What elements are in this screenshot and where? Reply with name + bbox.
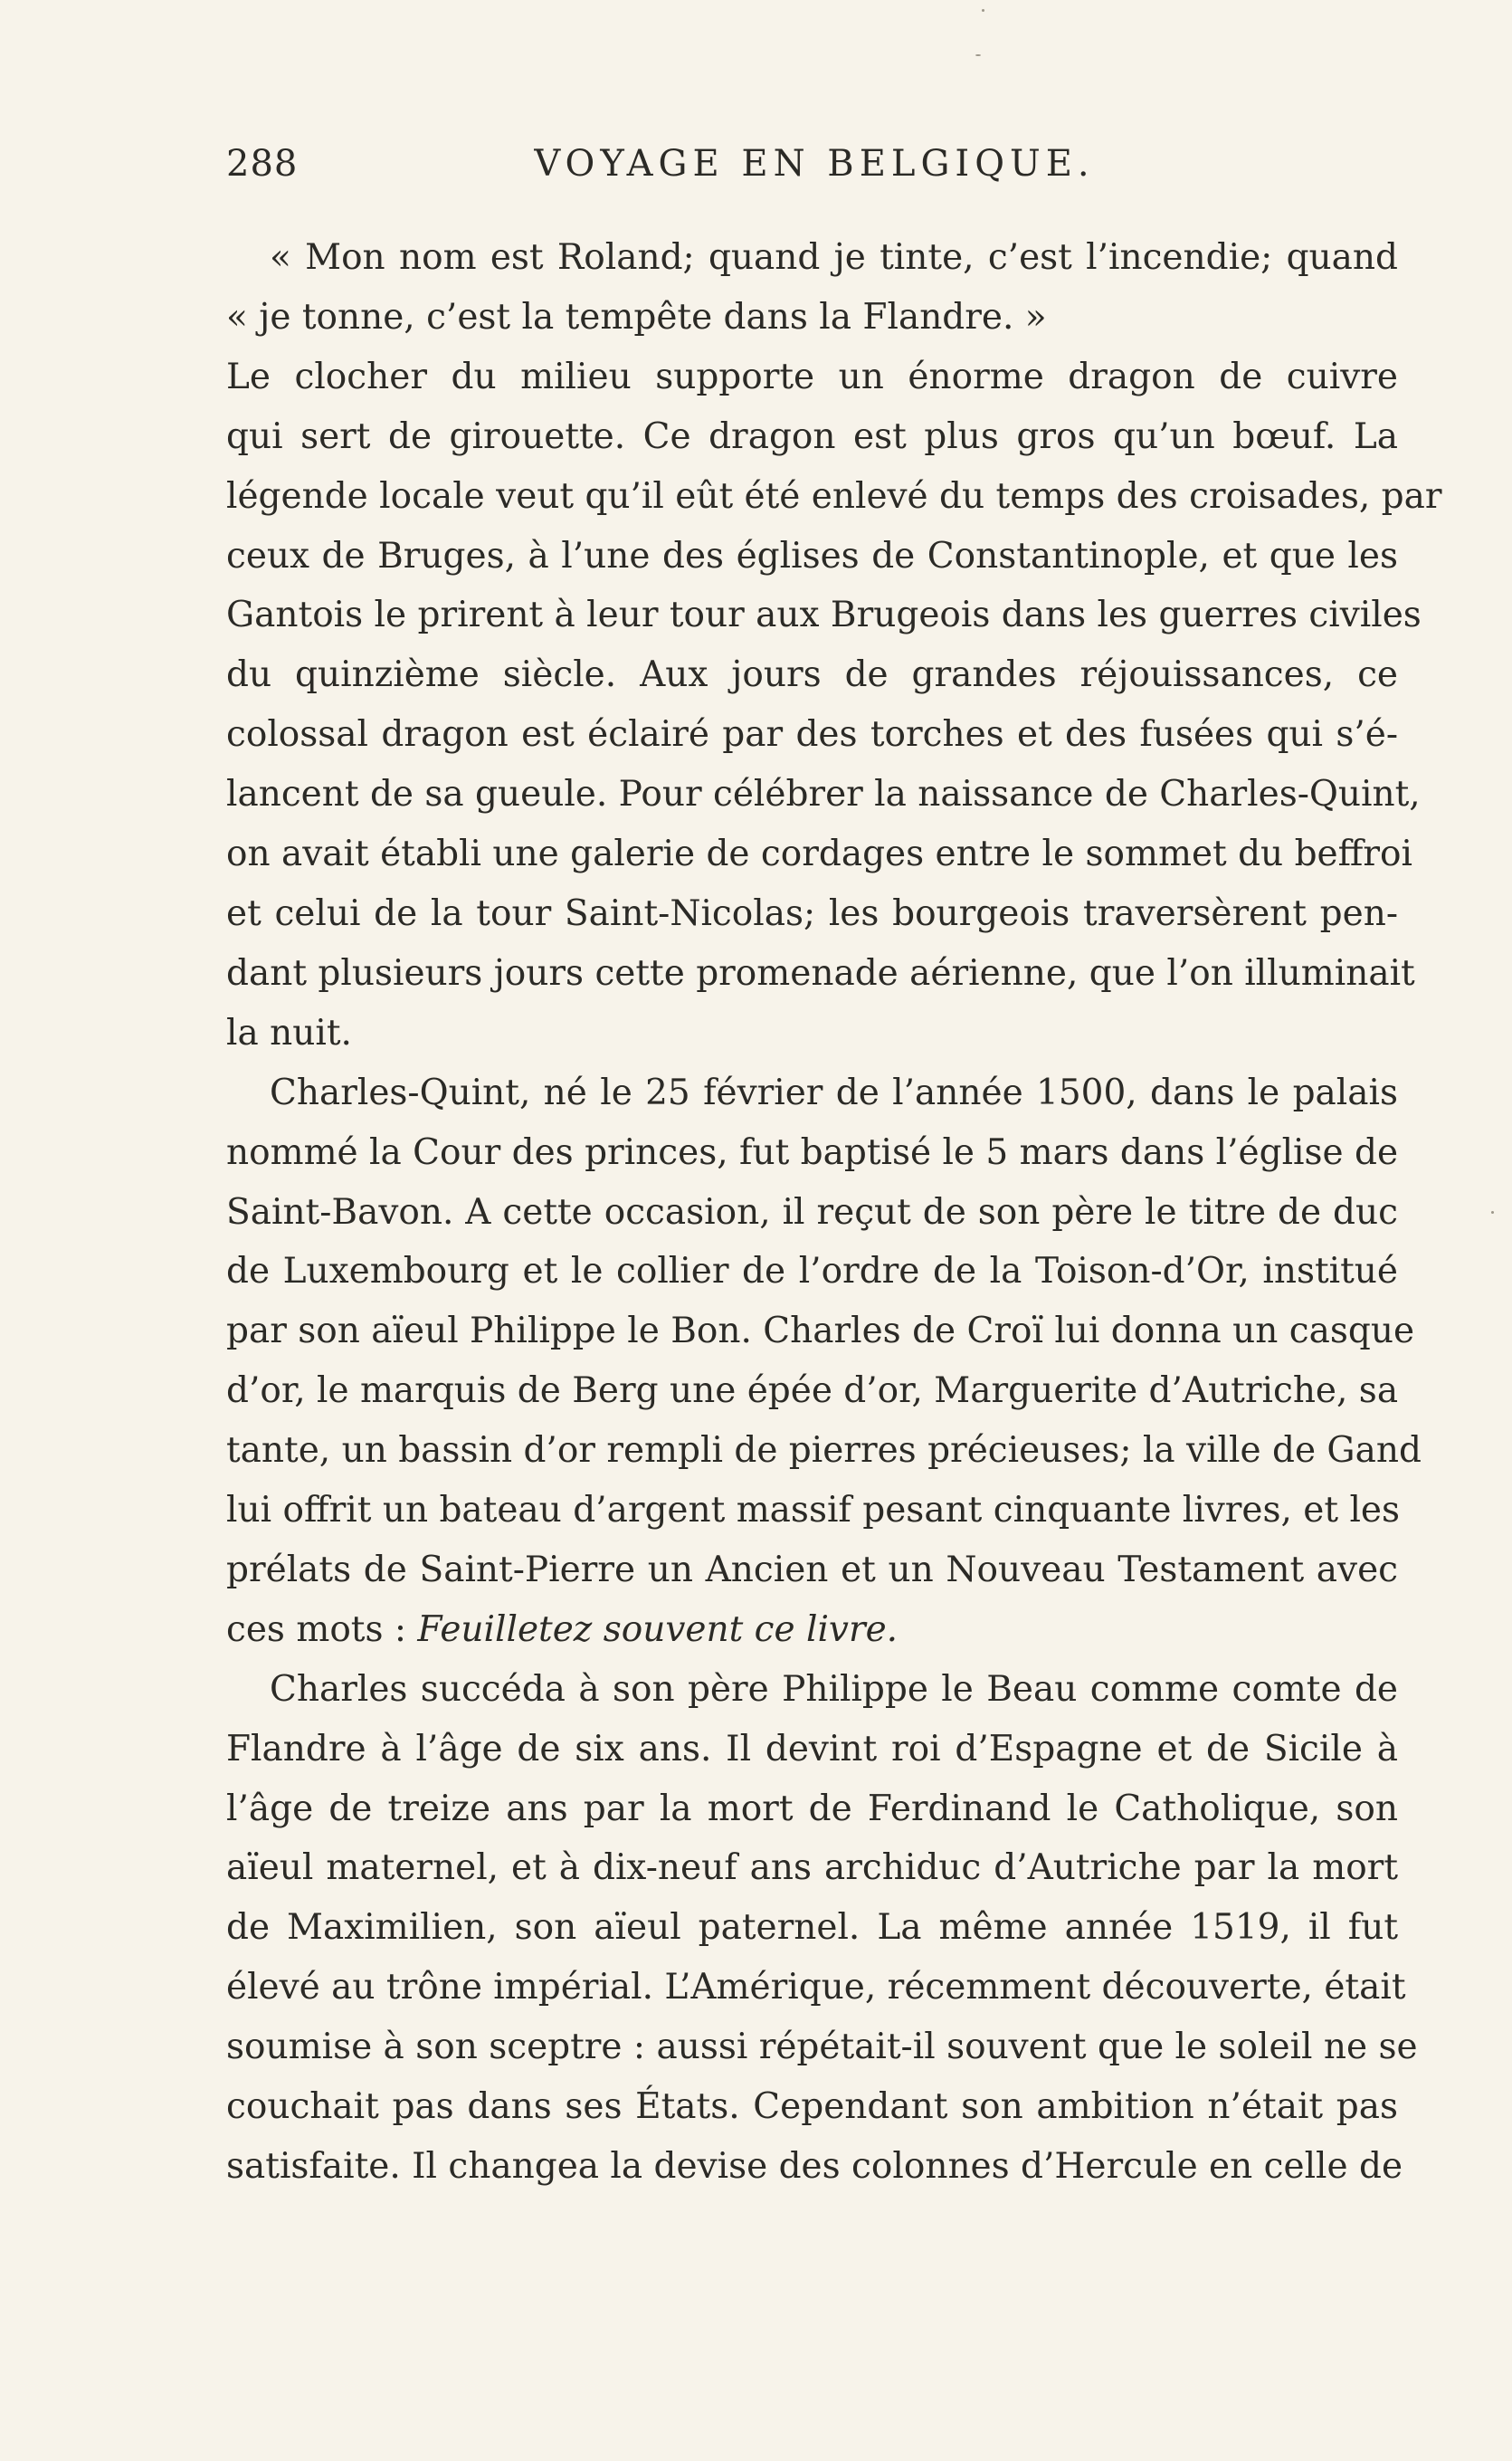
text-line: la nuit. <box>226 1012 352 1054</box>
running-title: VOYAGE EN BELGIQUE. <box>534 143 1095 185</box>
text-line: d’or, le marquis de Berg une épée d’or, Marguerite d’Autriche, sa <box>226 1370 1399 1412</box>
paper-speck <box>975 54 981 56</box>
body-text <box>226 228 1442 2197</box>
text-line: lancent de sa gueule. Pour célébrer la naissance de Charles-Quint, <box>226 774 1421 816</box>
text-line: Flandre à l’âge de six ans. Il devint roi d’Espagne et de Sicile à <box>226 1728 1398 1769</box>
paragraph-quote <box>226 228 1398 348</box>
paragraph-dragon <box>226 348 1442 1064</box>
paper-speck <box>1491 1211 1494 1214</box>
text-line: du quinzième siècle. Aux jours de grandes réjouissances, ce <box>226 654 1398 696</box>
text-line: dant plusieurs jours cette promenade aérienne, que l’on illuminait <box>226 952 1415 994</box>
text-line: soumise à son sceptre : aussi répétait-il souvent que le soleil ne se <box>226 2027 1418 2068</box>
text-line: on avait établi une galerie de cordages entre le sommet du beffroi <box>226 834 1412 875</box>
text-line: Le clocher du milieu supporte un énorme dragon de cuivre <box>226 356 1398 397</box>
text-line: de Luxembourg et le collier de l’ordre de la Toison-d’Or, institué <box>226 1251 1398 1293</box>
text-line: Charles succéda à son père Philippe le Beau comme comte de <box>270 1668 1398 1710</box>
text-line: satisfaite. Il changea la devise des colonnes d’Hercule en celle de <box>226 2146 1403 2187</box>
text-line: colossal dragon est éclairé par des torches et des fusées qui s’é- <box>226 714 1398 756</box>
text-line: Gantois le prirent à leur tour aux Brugeois dans les guerres civiles <box>226 595 1422 636</box>
page-number: 288 <box>226 143 299 185</box>
paragraph-charles-quint-birth <box>226 1064 1422 1660</box>
paper-speck <box>982 9 984 12</box>
text-line: ceux de Bruges, à l’une des églises de Constantinople, et que les <box>226 535 1398 577</box>
text-line: tante, un bassin d’or rempli de pierres précieuses; la ville de Gand <box>226 1430 1422 1472</box>
text-line: « je tonne, c’est la tempête dans la Flandre. » <box>226 296 1047 338</box>
text-line: « Mon nom est Roland; quand je tinte, c’est l’incendie; quand <box>270 237 1398 278</box>
text-line: qui sert de girouette. Ce dragon est plus gros qu’un bœuf. La <box>226 415 1398 457</box>
text-line: prélats de Saint-Pierre un Ancien et un Nouveau Testament avec <box>226 1549 1398 1590</box>
text-line: Saint-Bavon. A cette occasion, il reçut de son père le titre de duc <box>226 1191 1398 1233</box>
text-line: légende locale veut qu’il eût été enlevé du temps des croisades, par <box>226 475 1442 517</box>
text-line: par son aïeul Philippe le Bon. Charles de Croï lui donna un casque <box>226 1311 1415 1352</box>
text-fragment: ces mots : <box>226 1608 418 1650</box>
text-line: l’âge de treize ans par la mort de Ferdinand le Catholique, son <box>226 1788 1398 1829</box>
text-line-with-italic <box>226 1600 1398 1660</box>
text-line: nommé la Cour des princes, fut baptisé le 5 mars dans l’église de <box>226 1131 1399 1173</box>
text-line: lui offrit un bateau d’argent massif pesant cinquante livres, et les <box>226 1490 1401 1531</box>
text-line: et celui de la tour Saint-Nicolas; les bourgeois traversèrent pen- <box>226 892 1398 934</box>
text-line: couchait pas dans ses États. Cependant son ambition n’était pas <box>226 2086 1398 2128</box>
text-line: élevé au trône impérial. L’Amérique, récemment découverte, était <box>226 1967 1406 2008</box>
paragraph-charles-succession <box>226 1660 1418 2197</box>
italic-quotation: Feuilletez souvent ce livre. <box>417 1608 899 1650</box>
text-line: de Maximilien, son aïeul paternel. La même année 1519, il fut <box>226 1907 1398 1949</box>
text-line: Charles-Quint, né le 25 février de l’année 1500, dans le palais <box>270 1072 1398 1113</box>
text-line: aïeul maternel, et à dix-neuf ans archiduc d’Autriche par la mort <box>226 1847 1398 1889</box>
page-header <box>226 143 1403 197</box>
